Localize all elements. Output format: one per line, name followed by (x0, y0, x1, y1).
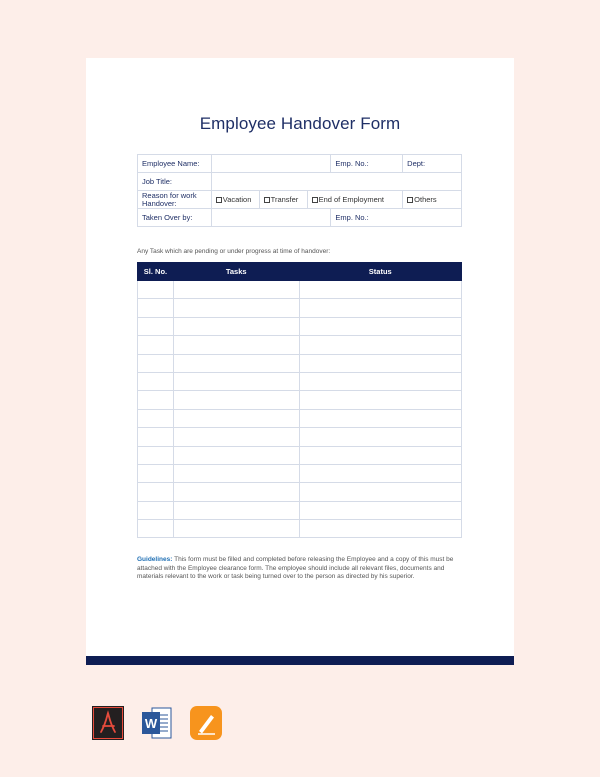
table-row (138, 428, 462, 446)
job-title-field[interactable] (211, 173, 461, 191)
guidelines-label: Guidelines: (137, 556, 173, 563)
sl-no-cell[interactable] (138, 501, 174, 519)
task-cell[interactable] (173, 464, 299, 482)
task-table-body (138, 281, 462, 538)
sl-no-cell[interactable] (138, 336, 174, 354)
task-table (137, 262, 462, 538)
checkbox-icon[interactable] (407, 197, 413, 203)
task-cell[interactable] (173, 391, 299, 409)
table-row (138, 520, 462, 538)
task-cell[interactable] (173, 409, 299, 427)
sl-no-cell[interactable] (138, 354, 174, 372)
reason-option-others[interactable]: Others (403, 191, 462, 209)
table-row (138, 483, 462, 501)
column-header-tasks: Tasks (173, 263, 299, 281)
column-header-status: Status (299, 263, 462, 281)
reason-option-end-of-employment[interactable]: End of Employment (307, 191, 403, 209)
task-cell[interactable] (173, 354, 299, 372)
sl-no-cell[interactable] (138, 372, 174, 390)
status-cell[interactable] (299, 446, 462, 464)
format-icons (92, 706, 222, 740)
task-cell[interactable] (173, 372, 299, 390)
checkbox-icon[interactable] (312, 197, 318, 203)
pending-tasks-note: Any Task which are pending or under progress at time of handover: (137, 248, 331, 255)
column-header-sl-no: Sl. No. (138, 263, 174, 281)
sl-no-cell[interactable] (138, 317, 174, 335)
sl-no-cell[interactable] (138, 409, 174, 427)
table-row (138, 501, 462, 519)
checkbox-icon[interactable] (216, 197, 222, 203)
employee-name-field[interactable] (211, 155, 331, 173)
table-row (138, 464, 462, 482)
document-page (86, 58, 514, 665)
status-cell[interactable] (299, 354, 462, 372)
status-cell[interactable] (299, 520, 462, 538)
task-cell[interactable] (173, 336, 299, 354)
emp-no-2-label: Emp. No.: (331, 209, 462, 227)
table-row (138, 336, 462, 354)
task-cell[interactable] (173, 501, 299, 519)
sl-no-cell[interactable] (138, 428, 174, 446)
status-cell[interactable] (299, 501, 462, 519)
status-cell[interactable] (299, 281, 462, 299)
table-row (138, 281, 462, 299)
table-row (138, 372, 462, 390)
status-cell[interactable] (299, 409, 462, 427)
emp-no-label: Emp. No.: (331, 155, 403, 173)
guidelines (137, 556, 463, 582)
task-cell[interactable] (173, 446, 299, 464)
sl-no-cell[interactable] (138, 464, 174, 482)
sl-no-cell[interactable] (138, 446, 174, 464)
dept-label: Dept: (403, 155, 462, 173)
checkbox-icon[interactable] (264, 197, 270, 203)
task-cell[interactable] (173, 317, 299, 335)
status-cell[interactable] (299, 428, 462, 446)
status-cell[interactable] (299, 372, 462, 390)
table-row (138, 299, 462, 317)
status-cell[interactable] (299, 336, 462, 354)
employee-info-table (137, 154, 462, 227)
guidelines-text: This form must be filled and completed before releasing the Employee and a copy of this must be attached with the Employee clearance form. The employee should include all relevant files, documents and materials relevant to the work or task being turned over to the person as directed by his superior. (137, 556, 454, 581)
table-row (138, 354, 462, 372)
table-row (138, 409, 462, 427)
sl-no-cell[interactable] (138, 281, 174, 299)
task-cell[interactable] (173, 299, 299, 317)
status-cell[interactable] (299, 483, 462, 501)
pdf-icon[interactable] (92, 706, 124, 740)
task-cell[interactable] (173, 428, 299, 446)
footer-bar (86, 656, 514, 665)
svg-text:W: W (144, 716, 158, 731)
table-row (138, 391, 462, 409)
sl-no-cell[interactable] (138, 391, 174, 409)
task-cell[interactable] (173, 483, 299, 501)
table-row (138, 446, 462, 464)
task-cell[interactable] (173, 520, 299, 538)
form-title: Employee Handover Form (199, 114, 401, 133)
status-cell[interactable] (299, 299, 462, 317)
status-cell[interactable] (299, 317, 462, 335)
sl-no-cell[interactable] (138, 520, 174, 538)
taken-over-by-label: Taken Over by: (138, 209, 212, 227)
job-title-label: Job Title: (138, 173, 212, 191)
status-cell[interactable] (299, 464, 462, 482)
reason-option-transfer[interactable]: Transfer (259, 191, 307, 209)
pages-icon[interactable] (190, 706, 222, 740)
reason-label: Reason for work Handover: (138, 191, 212, 209)
table-row (138, 317, 462, 335)
word-icon[interactable] (141, 706, 173, 740)
sl-no-cell[interactable] (138, 483, 174, 501)
reason-option-vacation[interactable]: Vacation (211, 191, 259, 209)
taken-over-by-field[interactable] (211, 209, 331, 227)
sl-no-cell[interactable] (138, 299, 174, 317)
task-cell[interactable] (173, 281, 299, 299)
employee-name-label: Employee Name: (138, 155, 212, 173)
status-cell[interactable] (299, 391, 462, 409)
